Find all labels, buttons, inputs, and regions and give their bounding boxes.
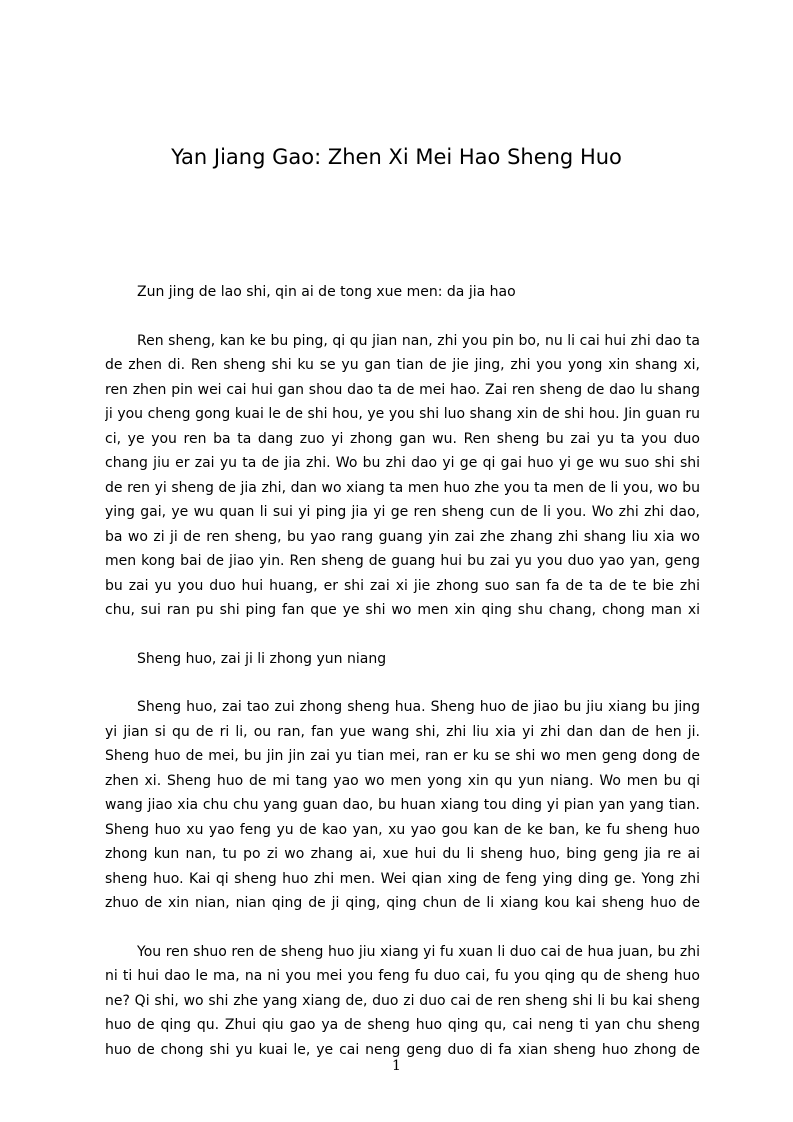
body-paragraph: You ren shuo ren de sheng huo jiu xiang yi fu xuan li duo cai de hua juan, bu zhi ni ti hui dao le ma, na ni you mei you feng fu duo cai, fu you qing qu de sheng huo ne? Qi shi, wo shi zhe yang xiang de, duo zi duo cai de ren sheng shi li bu kai sheng huo de qing qu. Zhui qiu gao ya de sheng huo qing qu, cai neng ti yan chu sheng huo de chong shi yu kuai le, ye cai neng geng duo di fa xian sheng huo zhong de <box>105 943 700 1058</box>
document-body <box>105 280 700 1086</box>
document-title: Yan Jiang Gao: Zhen Xi Mei Hao Sheng Huo <box>171 145 622 169</box>
body-paragraph: Sheng huo, zai tao zui zhong sheng hua. Sheng huo de jiao bu jiu xiang bu jing yi jian si qu de ri li, ou ran, fan yue wang shi, zhi liu xia yi zhi dan dan de hen ji. Sheng huo de mei, bu jin jin zai yu tian mei, ran er ku se shi wo men geng dong de zhen xi. Sheng huo de mi tang yao wo men yong xin qu yun niang. Wo men bu qi wang jiao xia chu chu yang guan dao, bu huan xiang tou ding yi pian yan yang tian. Sheng huo xu yao feng yu de kao yan, xu yao gou kan de ke ban, ke fu sheng huo zhong kun nan, tu po zi wo zhang ai, xue hui du li sheng huo, bing geng jia re ai sheng huo. Kai qi sheng huo zhi men. Wei qian xing de feng ying ding ge. Yong zhi zhuo de xin nian, nian qing de ji qing, qing chun de li xiang kou kai sheng huo de <box>105 699 700 911</box>
body-paragraph: Ren sheng, kan ke bu ping, qi qu jian nan, zhi you pin bo, nu li cai hui zhi dao ta de zhen di. Ren sheng shi ku se yu gan tian de jie jing, zhi you yong xin shang xi, ren zhen pin wei cai hui gan shou dao ta de mei hao. Zai ren sheng de dao lu shang ji you cheng gong kuai le de shi hou, ye you shi luo shang xin de shi hou. Jin guan ru ci, ye you ren ba ta dang zuo yi zhong gan wu. Ren sheng bu zai yu ta you duo chang jiu er zai yu ta de jia zhi. Wo bu zhi dao yi ge qi gai huo yi ge wu suo shi shi de ren yi sheng de jia zhi, dan wo xiang ta men huo zhe you ta men de li you, wo bu ying gai, ye wu quan li sui yi ping jia yi ge ren sheng cun de li you. Wo zhi zhi dao, ba wo zi ji de ren sheng, bu yao rang guang yin zai zhe zhang zhi shang liu xia wo men kong bai de jiao yin. Ren sheng de guang hui bu zai yu you duo yao yan, geng bu zai yu you duo hui huang, er shi zai xi jie zhong suo san fa de ta de te bie zhi chu, sui ran pu shi ping fan que ye shi wo men xin qing shu chang, chong man xi <box>105 332 700 618</box>
greeting-line: Zun jing de lao shi, qin ai de tong xue men: da jia hao <box>137 284 516 300</box>
page-number: 1 <box>392 1058 401 1074</box>
section-heading: Sheng huo, zai ji li zhong yun niang <box>137 650 387 667</box>
